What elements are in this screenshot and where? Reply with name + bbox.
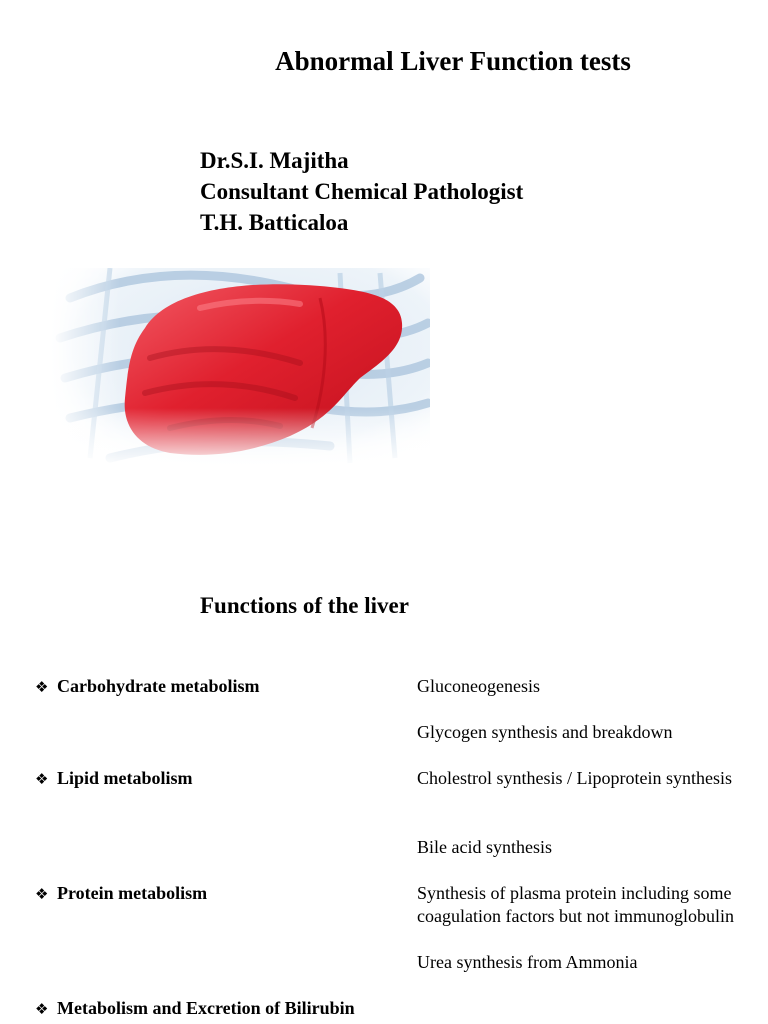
diamond-bullet-icon: ❖ <box>35 1000 49 1018</box>
section-heading: Functions of the liver <box>200 593 409 618</box>
author-institution: T.H. Batticaloa <box>200 210 349 235</box>
function-detail: Glycogen synthesis and breakdown <box>417 722 673 742</box>
category-label: Protein metabolism <box>57 883 208 903</box>
diamond-bullet-icon: ❖ <box>35 770 49 788</box>
function-category-bilirubin <box>35 997 355 1021</box>
function-detail: Bile acid synthesis <box>417 837 552 857</box>
function-category-carbohydrate <box>35 675 259 699</box>
function-detail: Cholestrol synthesis / Lipoprotein synthesis <box>417 768 732 788</box>
function-category-protein <box>35 882 207 906</box>
document-title: Abnormal Liver Function tests <box>275 46 631 76</box>
diamond-bullet-icon: ❖ <box>35 885 49 903</box>
category-label: Carbohydrate metabolism <box>57 676 260 696</box>
function-detail: Urea synthesis from Ammonia <box>417 952 638 972</box>
function-category-lipid <box>35 767 193 791</box>
function-detail: Synthesis of plasma protein including some coagulation factors but not immunoglobulin <box>417 883 734 926</box>
author-position: Consultant Chemical Pathologist <box>200 179 524 204</box>
author-name: Dr.S.I. Majitha <box>200 148 349 173</box>
liver-illustration-icon <box>50 268 430 468</box>
category-label: Lipid metabolism <box>57 768 193 788</box>
diamond-bullet-icon: ❖ <box>35 678 49 696</box>
category-label: Metabolism and Excretion of Bilirubin <box>57 998 355 1018</box>
function-detail: Gluconeogenesis <box>417 676 540 696</box>
author-block <box>200 145 523 238</box>
